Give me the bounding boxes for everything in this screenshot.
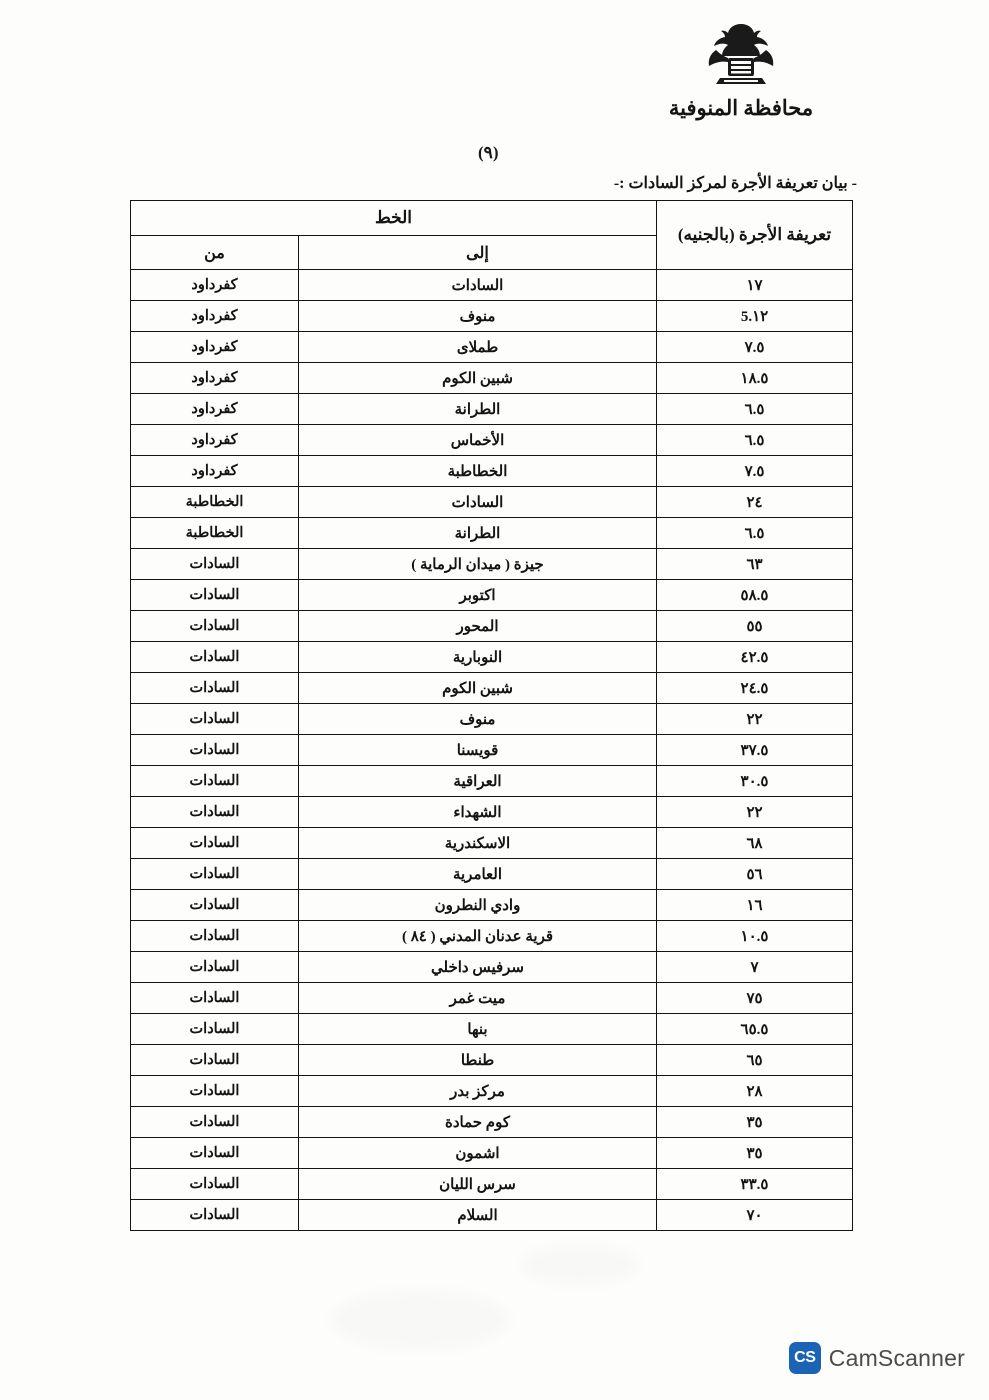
eagle-emblem-icon: [704, 18, 778, 92]
table-body: [130, 270, 852, 1231]
cell-to: شبين الكوم: [299, 673, 657, 704]
cell-to: طنطا: [299, 1045, 657, 1076]
camscanner-logo-icon: CS: [789, 1342, 821, 1374]
table-row: [130, 611, 852, 642]
cell-to: النوبارية: [299, 642, 657, 673]
cell-to: جيزة ( ميدان الرماية ): [299, 549, 657, 580]
cell-fare: ٦٣: [657, 549, 853, 580]
cell-from: السادات: [130, 1107, 298, 1138]
cell-from: السادات: [130, 611, 298, 642]
page-number: (٩): [478, 143, 499, 162]
table-row: [130, 1169, 852, 1200]
cell-to: الطرانة: [299, 394, 657, 425]
table-row: [130, 332, 852, 363]
table-row: [130, 735, 852, 766]
table-row: [130, 1076, 852, 1107]
cell-to: ميت غمر: [299, 983, 657, 1014]
table-row: [130, 952, 852, 983]
cell-from: السادات: [130, 704, 298, 735]
cell-from: السادات: [130, 1076, 298, 1107]
scan-artifact: [330, 1290, 510, 1350]
cell-fare: ٧٥: [657, 983, 853, 1014]
table-row: [130, 642, 852, 673]
table-row: [130, 1014, 852, 1045]
cell-to: المحور: [299, 611, 657, 642]
cell-fare: ٣٥: [657, 1107, 853, 1138]
document-subtitle: - بيان تعريفة الأجرة لمركز السادات :-: [613, 175, 857, 192]
table-row: [130, 456, 852, 487]
cell-from: السادات: [130, 673, 298, 704]
table-row: [130, 518, 852, 549]
cell-to: الاسكندرية: [299, 828, 657, 859]
cell-to: شبين الكوم: [299, 363, 657, 394]
table-row: [130, 797, 852, 828]
table-head: [130, 201, 852, 270]
table-row: [130, 983, 852, 1014]
cell-fare: ٧.٥: [657, 332, 853, 363]
table-row: [130, 704, 852, 735]
table-header-row-group: [130, 201, 852, 236]
table-row: [130, 425, 852, 456]
table-row: [130, 301, 852, 332]
cell-to: اكتوبر: [299, 580, 657, 611]
table-row: [130, 1045, 852, 1076]
cell-from: السادات: [130, 890, 298, 921]
cell-fare: ١٢.5: [657, 301, 853, 332]
cell-to: السادات: [299, 270, 657, 301]
cell-fare: ٣٥: [657, 1138, 853, 1169]
cell-from: الخطاطبة: [130, 487, 298, 518]
column-header-fare: تعريفة الأجرة (بالجنيه): [657, 201, 853, 270]
table-row: [130, 1200, 852, 1231]
cell-fare: ٧.٥: [657, 456, 853, 487]
cell-to: مركز بدر: [299, 1076, 657, 1107]
cell-from: السادات: [130, 580, 298, 611]
cell-from: السادات: [130, 983, 298, 1014]
cell-to: سرس الليان: [299, 1169, 657, 1200]
table-row: [130, 828, 852, 859]
cell-fare: ٦.٥: [657, 518, 853, 549]
cell-from: السادات: [130, 1138, 298, 1169]
cell-to: العراقية: [299, 766, 657, 797]
camscanner-watermark: [0, 1342, 989, 1374]
cell-fare: ٢٤: [657, 487, 853, 518]
cell-from: السادات: [130, 1014, 298, 1045]
table-row: [130, 487, 852, 518]
cell-from: السادات: [130, 735, 298, 766]
fares-table-wrapper: [131, 200, 853, 1231]
cell-from: الخطاطبة: [130, 518, 298, 549]
cell-from: كفرداود: [130, 394, 298, 425]
cell-fare: ٦٥: [657, 1045, 853, 1076]
cell-to: كوم حمادة: [299, 1107, 657, 1138]
cell-from: السادات: [130, 828, 298, 859]
cell-from: السادات: [130, 859, 298, 890]
fares-table: [130, 200, 853, 1231]
table-row: [130, 859, 852, 890]
cell-to: الخطاطبة: [299, 456, 657, 487]
cell-from: السادات: [130, 549, 298, 580]
cell-to: قويسنا: [299, 735, 657, 766]
cell-to: العامرية: [299, 859, 657, 890]
cell-fare: ٥٨.٥: [657, 580, 853, 611]
table-row: [130, 921, 852, 952]
cell-fare: ١٦: [657, 890, 853, 921]
table-row: [130, 1107, 852, 1138]
cell-fare: ٤٢.٥: [657, 642, 853, 673]
document-header: [531, 18, 951, 121]
cell-to: اشمون: [299, 1138, 657, 1169]
cell-from: السادات: [130, 921, 298, 952]
cell-to: الطرانة: [299, 518, 657, 549]
cell-from: السادات: [130, 1169, 298, 1200]
cell-from: السادات: [130, 1200, 298, 1231]
cell-to: السادات: [299, 487, 657, 518]
cell-fare: ٦٨: [657, 828, 853, 859]
cell-from: السادات: [130, 952, 298, 983]
table-row: [130, 1138, 852, 1169]
cell-from: كفرداود: [130, 456, 298, 487]
cell-fare: ١٨.٥: [657, 363, 853, 394]
table-row: [130, 766, 852, 797]
cell-to: سرفيس داخلي: [299, 952, 657, 983]
cell-fare: ٢٨: [657, 1076, 853, 1107]
table-row: [130, 363, 852, 394]
table-row: [130, 394, 852, 425]
cell-fare: ٦.٥: [657, 394, 853, 425]
cell-to: السلام: [299, 1200, 657, 1231]
governorate-name: محافظة المنوفية: [668, 96, 814, 120]
table-row: [130, 549, 852, 580]
cell-from: كفرداود: [130, 270, 298, 301]
cell-from: السادات: [130, 797, 298, 828]
cell-to: الأخماس: [299, 425, 657, 456]
cell-fare: ٦٥.٥: [657, 1014, 853, 1045]
cell-to: قرية عدنان المدني ( ٨٤ ): [299, 921, 657, 952]
cell-to: منوف: [299, 301, 657, 332]
cell-from: السادات: [130, 1045, 298, 1076]
cell-from: كفرداود: [130, 363, 298, 394]
table-row: [130, 580, 852, 611]
cell-fare: ٦.٥: [657, 425, 853, 456]
column-header-to: إلى: [299, 236, 657, 270]
cell-fare: ٥٥: [657, 611, 853, 642]
column-header-from: من: [130, 236, 298, 270]
cell-fare: ٢٢: [657, 797, 853, 828]
cell-to: منوف: [299, 704, 657, 735]
cell-from: السادات: [130, 642, 298, 673]
table-row: [130, 673, 852, 704]
table-row: [130, 890, 852, 921]
cell-from: كفرداود: [130, 301, 298, 332]
scan-artifact: [520, 1245, 640, 1285]
cell-fare: ٢٤.٥: [657, 673, 853, 704]
camscanner-label: CamScanner: [828, 1344, 965, 1371]
cell-fare: ٣٣.٥: [657, 1169, 853, 1200]
cell-fare: ٣٧.٥: [657, 735, 853, 766]
cell-fare: ٢٢: [657, 704, 853, 735]
cell-to: وادي النطرون: [299, 890, 657, 921]
cell-from: السادات: [130, 766, 298, 797]
cell-from: كفرداود: [130, 332, 298, 363]
column-header-line-group: الخط: [130, 201, 656, 236]
cell-fare: ٧: [657, 952, 853, 983]
cell-fare: ٣٠.٥: [657, 766, 853, 797]
cell-to: بنها: [299, 1014, 657, 1045]
cell-to: طملاى: [299, 332, 657, 363]
cell-fare: ١٠.٥: [657, 921, 853, 952]
cell-fare: ٧٠: [657, 1200, 853, 1231]
cell-to: الشهداء: [299, 797, 657, 828]
cell-from: كفرداود: [130, 425, 298, 456]
table-row: [130, 270, 852, 301]
cell-fare: ٥٦: [657, 859, 853, 890]
cell-fare: ١٧: [657, 270, 853, 301]
